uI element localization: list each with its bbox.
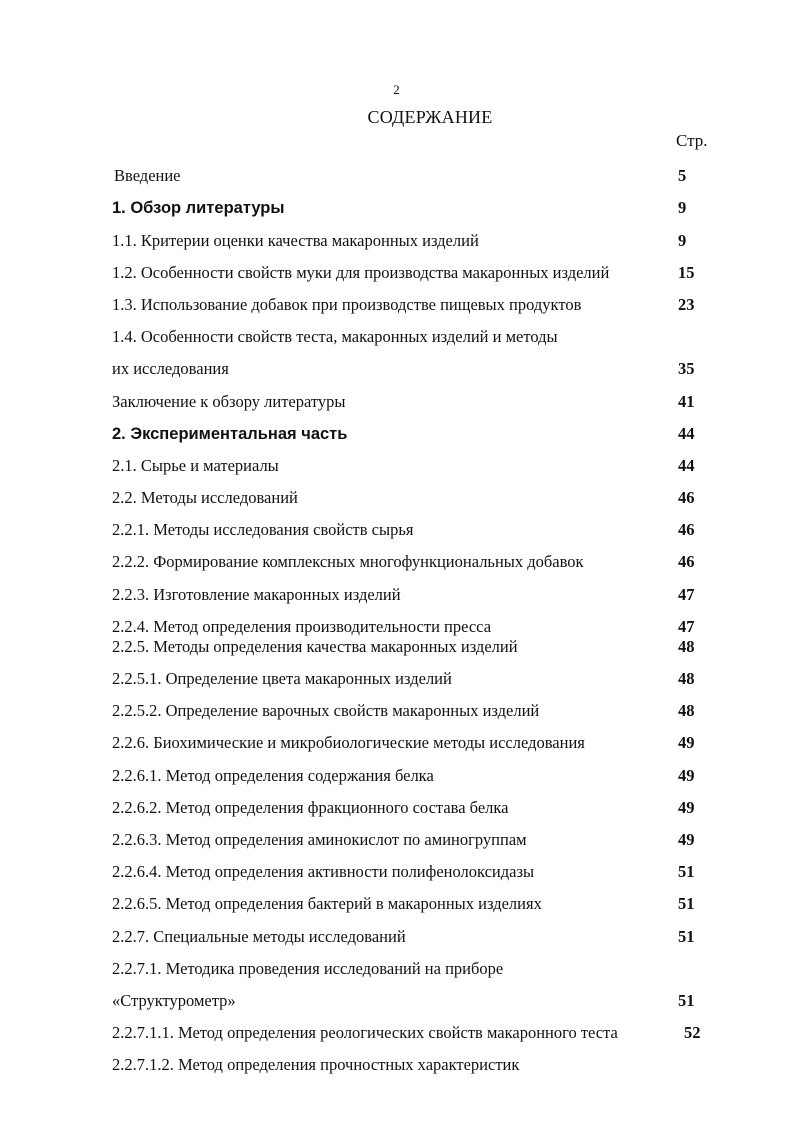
toc-entry-page: 47 (678, 616, 695, 636)
toc-entry (112, 385, 712, 417)
toc-entry (112, 792, 712, 824)
toc-entry (112, 418, 712, 450)
page-column-label: Стр. (676, 131, 708, 150)
toc-entry-title: их исследования (112, 359, 229, 379)
toc-entry-page: 46 (678, 488, 695, 508)
toc-entry-page: 51 (678, 862, 695, 882)
toc-entry-page: 44 (678, 455, 695, 475)
toc-entry (112, 257, 712, 289)
toc-entry-page: 49 (678, 733, 695, 753)
toc-entry-title: 2.2.6.2. Метод определения фракционного состава белка (112, 797, 509, 817)
toc-entry-title: «Структурометр» (112, 990, 236, 1010)
toc-entry-title: 2.2.5. Методы определения качества макаронных изделий (112, 636, 518, 656)
toc-entry (112, 663, 712, 695)
toc-entry-title: 2.2.4. Метод определения производительности пресса (112, 616, 492, 636)
toc-entry-page: 49 (678, 765, 695, 785)
toc-entry-title: 2.2.1. Методы исследования свойств сырья (112, 520, 414, 540)
toc-entry (112, 888, 712, 920)
toc-entry-title: 2.2.6. Биохимические и микробиологические методы исследования (112, 733, 585, 753)
toc-entry-title: Введение (114, 166, 181, 186)
toc-entry-page: 44 (678, 423, 695, 443)
toc-entry-page: 47 (678, 584, 695, 604)
toc-entry-title: 2.2.2. Формирование комплексных многофункциональных добавок (112, 552, 584, 572)
toc-entry-title: 2.2.5.1. Определение цвета макаронных изделий (112, 669, 452, 688)
toc-entry-page: 5 (678, 166, 687, 186)
toc-entry-title: 2.2.5.2. Определение варочных свойств макаронных изделий (112, 701, 540, 721)
toc-entry-title: 1.3. Использование добавок при производстве пищевых продуктов (112, 294, 582, 314)
toc-entry-page: 46 (678, 552, 695, 572)
toc-entry (112, 224, 712, 256)
toc-entry-title: 1.4. Особенности свойств теста, макаронных изделий и методы (112, 327, 558, 347)
toc-entry-page: 51 (678, 926, 695, 946)
toc-entry-title: 2.2. Методы исследований (112, 488, 298, 508)
toc-entry-page: 51 (678, 990, 695, 1010)
toc-entry-page: 48 (678, 636, 695, 656)
table-of-contents (112, 160, 712, 1081)
toc-entry (112, 514, 712, 546)
toc-entry-title: 2.2.7.1.2. Метод определения прочностных характеристик (112, 1055, 520, 1075)
toc-entry (112, 727, 712, 759)
toc-entry (112, 546, 712, 578)
toc-entry (112, 353, 712, 385)
toc-entry (112, 160, 712, 192)
toc-entry (112, 953, 712, 985)
toc-entry (112, 321, 712, 353)
toc-entry-title: 1.1. Критерии оценки качества макаронных изделий (112, 230, 479, 250)
page-number: 2 (393, 82, 400, 97)
toc-entry-page: 49 (678, 829, 695, 849)
toc-entry-page: 48 (678, 669, 695, 688)
toc-entry-page: 9 (678, 230, 687, 250)
toc-entry (112, 920, 712, 952)
toc-entry-title: 2.2.6.3. Метод определения аминокислот по аминогруппам (112, 829, 527, 849)
toc-entry-page: 23 (678, 294, 695, 314)
toc-entry-title: 2.2.7.1.1. Метод определения реологических свойств макаронного теста (112, 1023, 618, 1043)
toc-entry (112, 856, 712, 888)
toc-entry (112, 636, 712, 663)
toc-entry-page: 49 (678, 797, 695, 817)
toc-entry (112, 289, 712, 321)
toc-entry-title: 1. Обзор литературы (112, 199, 285, 218)
toc-entry-page: 35 (678, 359, 695, 379)
toc-entry-title: 2.1. Сырье и материалы (112, 455, 279, 475)
toc-entry-page: 41 (678, 391, 695, 411)
toc-entry (112, 482, 712, 514)
toc-entry-title: 2.2.3. Изготовление макаронных изделий (112, 584, 401, 604)
toc-entry (112, 695, 712, 727)
toc-entry (112, 985, 712, 1017)
toc-entry (112, 759, 712, 791)
toc-entry-title: 2.2.6.4. Метод определения активности полифенолоксидазы (112, 862, 535, 882)
toc-entry-title: 2. Экспериментальная часть (112, 424, 348, 443)
toc-entry (112, 450, 712, 482)
toc-entry-page: 51 (678, 894, 695, 914)
toc-entry-page: 46 (678, 520, 695, 540)
toc-entry-page: 52 (684, 1023, 701, 1043)
toc-entry (112, 824, 712, 856)
toc-entry-title: 1.2. Особенности свойств муки для производства макаронных изделий (112, 262, 610, 282)
toc-entry-title: 2.2.7.1. Методика проведения исследований на приборе (112, 958, 504, 978)
toc-entry-title: 2.2.6.1. Метод определения содержания белка (112, 765, 434, 785)
page-title: СОДЕРЖАНИЕ (367, 107, 493, 127)
toc-entry-title: 2.2.7. Специальные методы исследований (112, 926, 406, 946)
toc-entry (112, 192, 712, 224)
toc-entry-page: 48 (678, 701, 695, 721)
toc-entry (112, 1017, 712, 1049)
toc-entry (112, 578, 712, 610)
toc-entry-page: 9 (678, 198, 687, 218)
toc-entry (112, 1049, 712, 1081)
toc-entry-title: Заключение к обзору литературы (112, 391, 346, 411)
toc-entry-title: 2.2.6.5. Метод определения бактерий в макаронных изделиях (112, 894, 542, 914)
toc-entry-page: 15 (678, 262, 695, 282)
